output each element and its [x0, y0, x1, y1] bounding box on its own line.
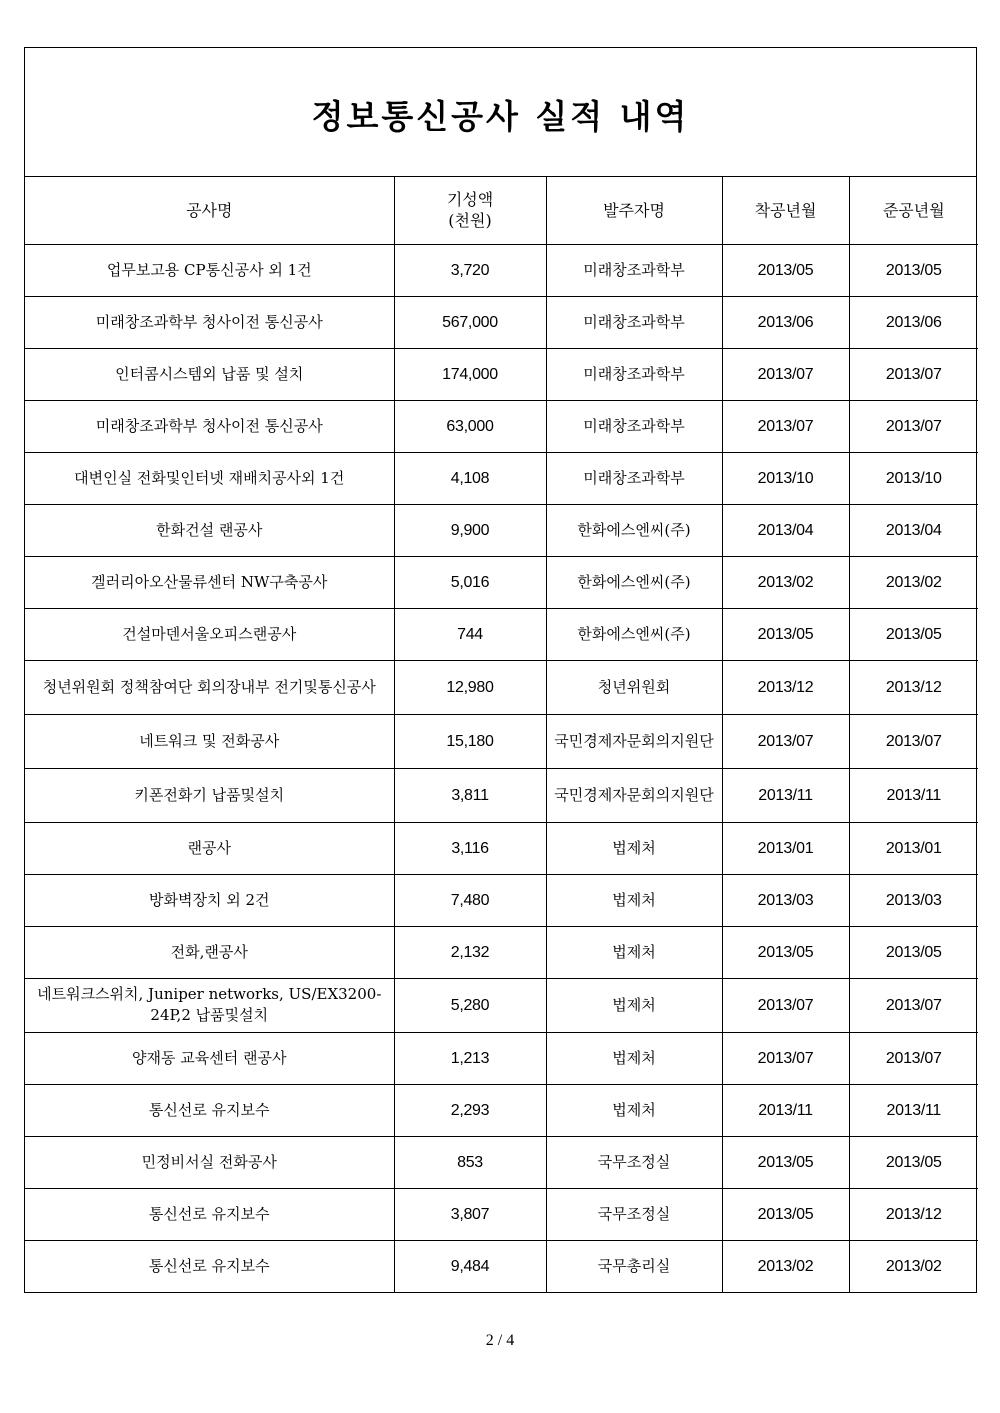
cell-client: 국무총리실: [546, 1240, 722, 1292]
cell-client: 국민경제자문회의지원단: [546, 714, 722, 768]
cell-end-date: 2013/12: [849, 1188, 978, 1240]
cell-project-name: 겔러리아오산물류센터 NW구축공사: [25, 556, 394, 608]
table-row: [25, 874, 978, 926]
cell-project-name: 전화,랜공사: [25, 926, 394, 978]
table-row: [25, 452, 978, 504]
cell-project-name: 업무보고용 CP통신공사 외 1건: [25, 244, 394, 296]
header-amount-unit: (천원): [448, 211, 492, 231]
cell-end-date: 2013/07: [849, 348, 978, 400]
cell-client: 법제처: [546, 978, 722, 1032]
cell-start-date: 2013/06: [722, 296, 849, 348]
cell-amount: 3,116: [394, 822, 546, 874]
cell-project-name: 민정비서실 전화공사: [25, 1136, 394, 1188]
cell-start-date: 2013/07: [722, 714, 849, 768]
cell-start-date: 2013/07: [722, 348, 849, 400]
header-row: [25, 177, 978, 244]
cell-end-date: 2013/05: [849, 244, 978, 296]
cell-start-date: 2013/07: [722, 978, 849, 1032]
table-row: [25, 822, 978, 874]
cell-amount: 5,016: [394, 556, 546, 608]
cell-end-date: 2013/06: [849, 296, 978, 348]
cell-project-name: 랜공사: [25, 822, 394, 874]
cell-client: 법제처: [546, 1084, 722, 1136]
performance-sheet: [24, 47, 977, 1293]
cell-project-name: 인터콤시스템외 납품 및 설치: [25, 348, 394, 400]
performance-table: [25, 177, 978, 1292]
table-row: [25, 504, 978, 556]
cell-client: 법제처: [546, 822, 722, 874]
cell-end-date: 2013/03: [849, 874, 978, 926]
cell-project-name: 통신선로 유지보수: [25, 1188, 394, 1240]
cell-client: 미래창조과학부: [546, 244, 722, 296]
table-row: [25, 608, 978, 660]
cell-end-date: 2013/05: [849, 926, 978, 978]
cell-amount: 15,180: [394, 714, 546, 768]
cell-amount: 853: [394, 1136, 546, 1188]
header-start: 착공년월: [722, 177, 849, 244]
cell-client: 국민경제자문회의지원단: [546, 768, 722, 822]
cell-client: 한화에스엔씨(주): [546, 504, 722, 556]
cell-start-date: 2013/05: [722, 244, 849, 296]
cell-amount: 9,484: [394, 1240, 546, 1292]
cell-start-date: 2013/02: [722, 556, 849, 608]
cell-client: 한화에스엔씨(주): [546, 608, 722, 660]
cell-amount: 4,108: [394, 452, 546, 504]
header-name: 공사명: [25, 177, 394, 244]
cell-amount: 5,280: [394, 978, 546, 1032]
cell-amount: 9,900: [394, 504, 546, 556]
cell-project-name: 통신선로 유지보수: [25, 1240, 394, 1292]
cell-end-date: 2013/11: [849, 1084, 978, 1136]
cell-project-name: 양재동 교육센터 랜공사: [25, 1032, 394, 1084]
cell-start-date: 2013/05: [722, 1136, 849, 1188]
table-row: [25, 348, 978, 400]
cell-project-name: 건설마덴서울오피스랜공사: [25, 608, 394, 660]
cell-amount: 1,213: [394, 1032, 546, 1084]
cell-start-date: 2013/01: [722, 822, 849, 874]
table-row: [25, 768, 978, 822]
cell-client: 법제처: [546, 874, 722, 926]
table-row: [25, 1188, 978, 1240]
cell-project-name: 키폰전화기 납품및설치: [25, 768, 394, 822]
cell-project-name: 네트워크 및 전화공사: [25, 714, 394, 768]
cell-client: 미래창조과학부: [546, 348, 722, 400]
cell-end-date: 2013/05: [849, 1136, 978, 1188]
cell-amount: 2,293: [394, 1084, 546, 1136]
cell-amount: 174,000: [394, 348, 546, 400]
table-row: [25, 296, 978, 348]
table-row: [25, 660, 978, 714]
cell-project-name: 미래창조과학부 청사이전 통신공사: [25, 296, 394, 348]
cell-client: 청년위원회: [546, 660, 722, 714]
table-row: [25, 1084, 978, 1136]
cell-end-date: 2013/11: [849, 768, 978, 822]
table-row: [25, 1032, 978, 1084]
cell-project-name: 미래창조과학부 청사이전 통신공사: [25, 400, 394, 452]
cell-start-date: 2013/11: [722, 1084, 849, 1136]
cell-client: 국무조정실: [546, 1188, 722, 1240]
header-amount-label: 기성액: [446, 190, 494, 210]
cell-start-date: 2013/02: [722, 1240, 849, 1292]
cell-amount: 63,000: [394, 400, 546, 452]
table-row: [25, 926, 978, 978]
page-number: 2 / 4: [485, 1332, 515, 1349]
cell-client: 법제처: [546, 1032, 722, 1084]
cell-client: 국무조정실: [546, 1136, 722, 1188]
cell-client: 미래창조과학부: [546, 400, 722, 452]
cell-project-name: 방화벽장치 외 2건: [25, 874, 394, 926]
table-row: [25, 978, 978, 1032]
table-row: [25, 1136, 978, 1188]
cell-start-date: 2013/05: [722, 608, 849, 660]
cell-start-date: 2013/07: [722, 1032, 849, 1084]
table-row: [25, 714, 978, 768]
cell-end-date: 2013/07: [849, 714, 978, 768]
cell-start-date: 2013/03: [722, 874, 849, 926]
cell-amount: 3,807: [394, 1188, 546, 1240]
cell-amount: 2,132: [394, 926, 546, 978]
cell-start-date: 2013/07: [722, 400, 849, 452]
cell-end-date: 2013/04: [849, 504, 978, 556]
cell-end-date: 2013/07: [849, 400, 978, 452]
cell-end-date: 2013/01: [849, 822, 978, 874]
cell-end-date: 2013/07: [849, 978, 978, 1032]
cell-end-date: 2013/02: [885, 1257, 942, 1275]
cell-start-date: 2013/11: [722, 768, 849, 822]
table-row: [25, 1240, 978, 1292]
cell-project-name: 통신선로 유지보수: [25, 1084, 394, 1136]
title-box: [25, 48, 976, 177]
cell-end-date: 2013/05: [849, 608, 978, 660]
cell-end-date: 2013/10: [849, 452, 978, 504]
cell-end-date: 2013/07: [849, 1032, 978, 1084]
cell-project-name: 한화건설 랜공사: [25, 504, 394, 556]
cell-amount: 7,480: [394, 874, 546, 926]
cell-client: 한화에스엔씨(주): [546, 556, 722, 608]
cell-client: 법제처: [546, 926, 722, 978]
cell-start-date: 2013/05: [722, 1188, 849, 1240]
cell-client: 미래창조과학부: [546, 296, 722, 348]
cell-amount: 3,811: [394, 768, 546, 822]
cell-amount: 12,980: [394, 660, 546, 714]
table-row: [25, 244, 978, 296]
cell-amount: 3,720: [394, 244, 546, 296]
cell-project-name: 네트워크스위치, Juniper networks, US/EX3200-24P,2 납품및설치: [25, 978, 394, 1032]
table-row: [25, 400, 978, 452]
cell-start-date: 2013/05: [722, 926, 849, 978]
cell-end-date: 2013/12: [849, 660, 978, 714]
cell-start-date: 2013/04: [722, 504, 849, 556]
cell-amount: 567,000: [394, 296, 546, 348]
cell-project-name: 대변인실 전화및인터넷 재배치공사외 1건: [25, 452, 394, 504]
header-amount: [394, 177, 546, 244]
header-client: 발주자명: [546, 177, 722, 244]
header-end: 준공년월: [849, 177, 978, 244]
cell-start-date: 2013/12: [722, 660, 849, 714]
table-body: [25, 244, 978, 1292]
table-row: [25, 556, 978, 608]
document-title: 정보통신공사 실적 내역: [311, 96, 690, 136]
cell-end-date: 2013/02: [849, 556, 978, 608]
cell-project-name: 청년위원회 정책참여단 회의장내부 전기및통신공사: [25, 660, 394, 714]
cell-client: 미래창조과학부: [546, 452, 722, 504]
cell-start-date: 2013/10: [722, 452, 849, 504]
cell-amount: 744: [394, 608, 546, 660]
